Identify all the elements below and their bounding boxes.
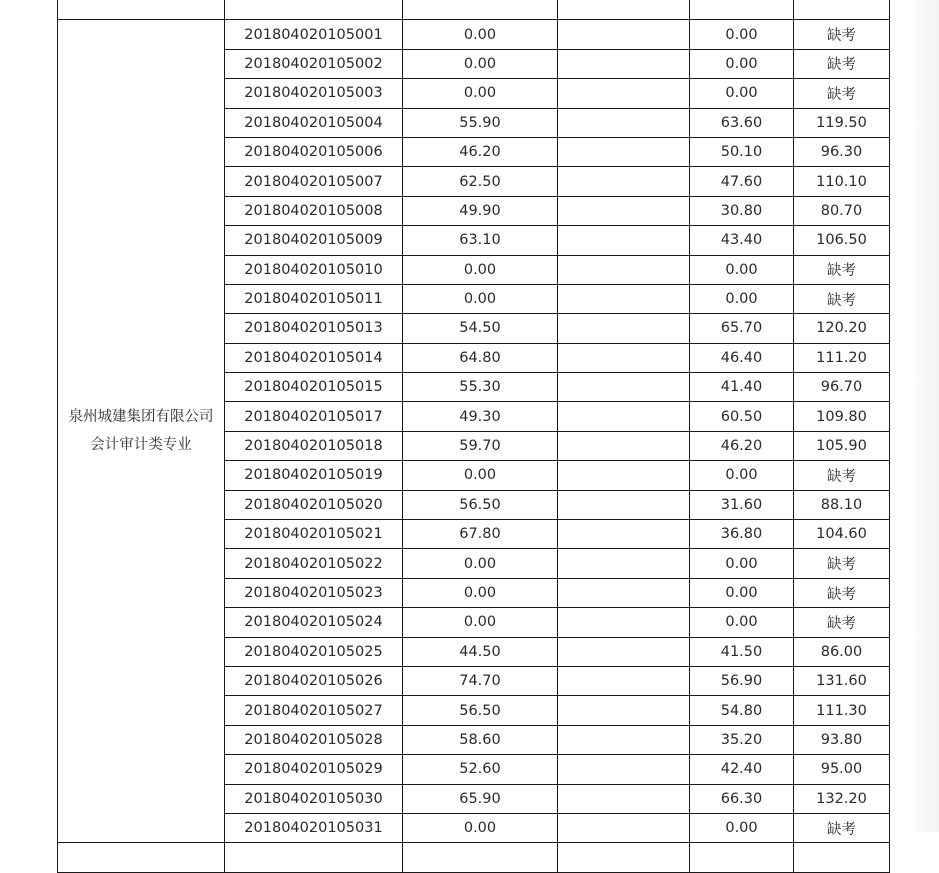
extra-score-cell (558, 696, 690, 725)
total-score-cell: 缺考 (794, 578, 890, 607)
written-score-cell: 52.60 (403, 755, 558, 784)
interview-score-cell: 50.10 (690, 137, 794, 166)
extra-score-cell (558, 226, 690, 255)
written-score-cell: 0.00 (403, 79, 558, 108)
written-score-cell: 62.50 (403, 167, 558, 196)
exam-number-cell: 201804020105007 (225, 167, 403, 196)
exam-number-cell: 201804020105020 (225, 490, 403, 519)
extra-score-cell (558, 431, 690, 460)
interview-score-cell: 31.60 (690, 490, 794, 519)
extra-score-cell (558, 461, 690, 490)
written-score-cell: 54.50 (403, 314, 558, 343)
extra-score-cell (558, 578, 690, 607)
total-score-cell: 111.30 (794, 696, 890, 725)
extra-score-cell (558, 373, 690, 402)
total-score-cell: 111.20 (794, 343, 890, 372)
top-edge-cell (58, 0, 225, 20)
interview-score-cell: 0.00 (690, 255, 794, 284)
written-score-cell: 0.00 (403, 284, 558, 313)
bottom-edge-cell (225, 843, 403, 872)
total-score-cell: 132.20 (794, 784, 890, 813)
extra-score-cell (558, 167, 690, 196)
written-score-cell: 56.50 (403, 490, 558, 519)
interview-score-cell: 0.00 (690, 461, 794, 490)
interview-score-cell: 0.00 (690, 49, 794, 78)
total-score-cell: 105.90 (794, 431, 890, 460)
exam-number-cell: 201804020105029 (225, 755, 403, 784)
top-edge-cell (225, 0, 403, 20)
exam-number-cell: 201804020105031 (225, 813, 403, 842)
total-score-cell: 缺考 (794, 813, 890, 842)
interview-score-cell: 66.30 (690, 784, 794, 813)
extra-score-cell (558, 608, 690, 637)
extra-score-cell (558, 725, 690, 754)
exam-number-cell: 201804020105028 (225, 725, 403, 754)
exam-number-cell: 201804020105014 (225, 343, 403, 372)
top-edge-cell (403, 0, 558, 20)
total-score-cell: 缺考 (794, 284, 890, 313)
interview-score-cell: 65.70 (690, 314, 794, 343)
bottom-edge-cell (794, 843, 890, 872)
exam-number-cell: 201804020105024 (225, 608, 403, 637)
extra-score-cell (558, 255, 690, 284)
exam-number-cell: 201804020105002 (225, 49, 403, 78)
extra-score-cell (558, 284, 690, 313)
written-score-cell: 63.10 (403, 226, 558, 255)
interview-score-cell: 46.40 (690, 343, 794, 372)
table-row (58, 20, 890, 49)
top-edge-cell (794, 0, 890, 20)
written-score-cell: 64.80 (403, 343, 558, 372)
total-score-cell: 缺考 (794, 20, 890, 49)
total-score-cell: 93.80 (794, 725, 890, 754)
interview-score-cell: 41.40 (690, 373, 794, 402)
extra-score-cell (558, 137, 690, 166)
written-score-cell: 58.60 (403, 725, 558, 754)
total-score-cell: 95.00 (794, 755, 890, 784)
extra-score-cell (558, 666, 690, 695)
total-score-cell: 110.10 (794, 167, 890, 196)
extra-score-cell (558, 549, 690, 578)
total-score-cell: 缺考 (794, 255, 890, 284)
written-score-cell: 56.50 (403, 696, 558, 725)
extra-score-cell (558, 196, 690, 225)
score-table-body (58, 0, 890, 872)
exam-number-cell: 201804020105030 (225, 784, 403, 813)
extra-score-cell (558, 402, 690, 431)
interview-score-cell: 46.20 (690, 431, 794, 460)
exam-number-cell: 201804020105018 (225, 431, 403, 460)
total-score-cell: 109.80 (794, 402, 890, 431)
table-row-bottom-edge (58, 843, 890, 872)
extra-score-cell (558, 755, 690, 784)
total-score-cell: 106.50 (794, 226, 890, 255)
exam-number-cell: 201804020105022 (225, 549, 403, 578)
interview-score-cell: 56.90 (690, 666, 794, 695)
written-score-cell: 55.90 (403, 108, 558, 137)
written-score-cell: 0.00 (403, 813, 558, 842)
exam-number-cell: 201804020105004 (225, 108, 403, 137)
extra-score-cell (558, 20, 690, 49)
written-score-cell: 0.00 (403, 549, 558, 578)
interview-score-cell: 0.00 (690, 578, 794, 607)
total-score-cell: 缺考 (794, 79, 890, 108)
extra-score-cell (558, 813, 690, 842)
interview-score-cell: 0.00 (690, 608, 794, 637)
extra-score-cell (558, 784, 690, 813)
extra-score-cell (558, 343, 690, 372)
interview-score-cell: 36.80 (690, 520, 794, 549)
written-score-cell: 65.90 (403, 784, 558, 813)
page-edge-shadow (909, 0, 939, 832)
extra-score-cell (558, 79, 690, 108)
extra-score-cell (558, 490, 690, 519)
written-score-cell: 0.00 (403, 608, 558, 637)
total-score-cell: 120.20 (794, 314, 890, 343)
total-score-cell: 缺考 (794, 608, 890, 637)
score-table (57, 0, 890, 873)
exam-number-cell: 201804020105011 (225, 284, 403, 313)
extra-score-cell (558, 520, 690, 549)
written-score-cell: 0.00 (403, 578, 558, 607)
written-score-cell: 49.30 (403, 402, 558, 431)
exam-number-cell: 201804020105021 (225, 520, 403, 549)
extra-score-cell (558, 314, 690, 343)
written-score-cell: 0.00 (403, 20, 558, 49)
written-score-cell: 55.30 (403, 373, 558, 402)
exam-number-cell: 201804020105027 (225, 696, 403, 725)
exam-number-cell: 201804020105015 (225, 373, 403, 402)
total-score-cell: 86.00 (794, 637, 890, 666)
exam-number-cell: 201804020105019 (225, 461, 403, 490)
bottom-edge-cell (690, 843, 794, 872)
exam-number-cell: 201804020105025 (225, 637, 403, 666)
interview-score-cell: 0.00 (690, 284, 794, 313)
unit-name-cell: 泉州城建集团有限公司 会计审计类专业 (58, 20, 225, 843)
exam-number-cell: 201804020105003 (225, 79, 403, 108)
written-score-cell: 0.00 (403, 49, 558, 78)
top-edge-cell (690, 0, 794, 20)
interview-score-cell: 42.40 (690, 755, 794, 784)
total-score-cell: 88.10 (794, 490, 890, 519)
interview-score-cell: 41.50 (690, 637, 794, 666)
interview-score-cell: 54.80 (690, 696, 794, 725)
total-score-cell: 119.50 (794, 108, 890, 137)
extra-score-cell (558, 637, 690, 666)
top-edge-cell (558, 0, 690, 20)
interview-score-cell: 30.80 (690, 196, 794, 225)
exam-number-cell: 201804020105006 (225, 137, 403, 166)
written-score-cell: 46.20 (403, 137, 558, 166)
written-score-cell: 59.70 (403, 431, 558, 460)
exam-number-cell: 201804020105008 (225, 196, 403, 225)
exam-number-cell: 201804020105026 (225, 666, 403, 695)
total-score-cell: 缺考 (794, 549, 890, 578)
interview-score-cell: 43.40 (690, 226, 794, 255)
interview-score-cell: 0.00 (690, 20, 794, 49)
written-score-cell: 44.50 (403, 637, 558, 666)
written-score-cell: 0.00 (403, 255, 558, 284)
total-score-cell: 96.70 (794, 373, 890, 402)
interview-score-cell: 47.60 (690, 167, 794, 196)
exam-number-cell: 201804020105010 (225, 255, 403, 284)
exam-number-cell: 201804020105001 (225, 20, 403, 49)
table-row-top-edge (58, 0, 890, 20)
written-score-cell: 0.00 (403, 461, 558, 490)
total-score-cell: 131.60 (794, 666, 890, 695)
interview-score-cell: 63.60 (690, 108, 794, 137)
interview-score-cell: 0.00 (690, 813, 794, 842)
extra-score-cell (558, 108, 690, 137)
exam-number-cell: 201804020105013 (225, 314, 403, 343)
written-score-cell: 49.90 (403, 196, 558, 225)
bottom-edge-cell (558, 843, 690, 872)
exam-number-cell: 201804020105017 (225, 402, 403, 431)
interview-score-cell: 60.50 (690, 402, 794, 431)
total-score-cell: 104.60 (794, 520, 890, 549)
interview-score-cell: 0.00 (690, 79, 794, 108)
written-score-cell: 67.80 (403, 520, 558, 549)
total-score-cell: 缺考 (794, 49, 890, 78)
bottom-edge-cell (403, 843, 558, 872)
written-score-cell: 74.70 (403, 666, 558, 695)
total-score-cell: 缺考 (794, 461, 890, 490)
interview-score-cell: 35.20 (690, 725, 794, 754)
total-score-cell: 80.70 (794, 196, 890, 225)
total-score-cell: 96.30 (794, 137, 890, 166)
interview-score-cell: 0.00 (690, 549, 794, 578)
bottom-edge-cell (58, 843, 225, 872)
extra-score-cell (558, 49, 690, 78)
exam-number-cell: 201804020105009 (225, 226, 403, 255)
exam-number-cell: 201804020105023 (225, 578, 403, 607)
